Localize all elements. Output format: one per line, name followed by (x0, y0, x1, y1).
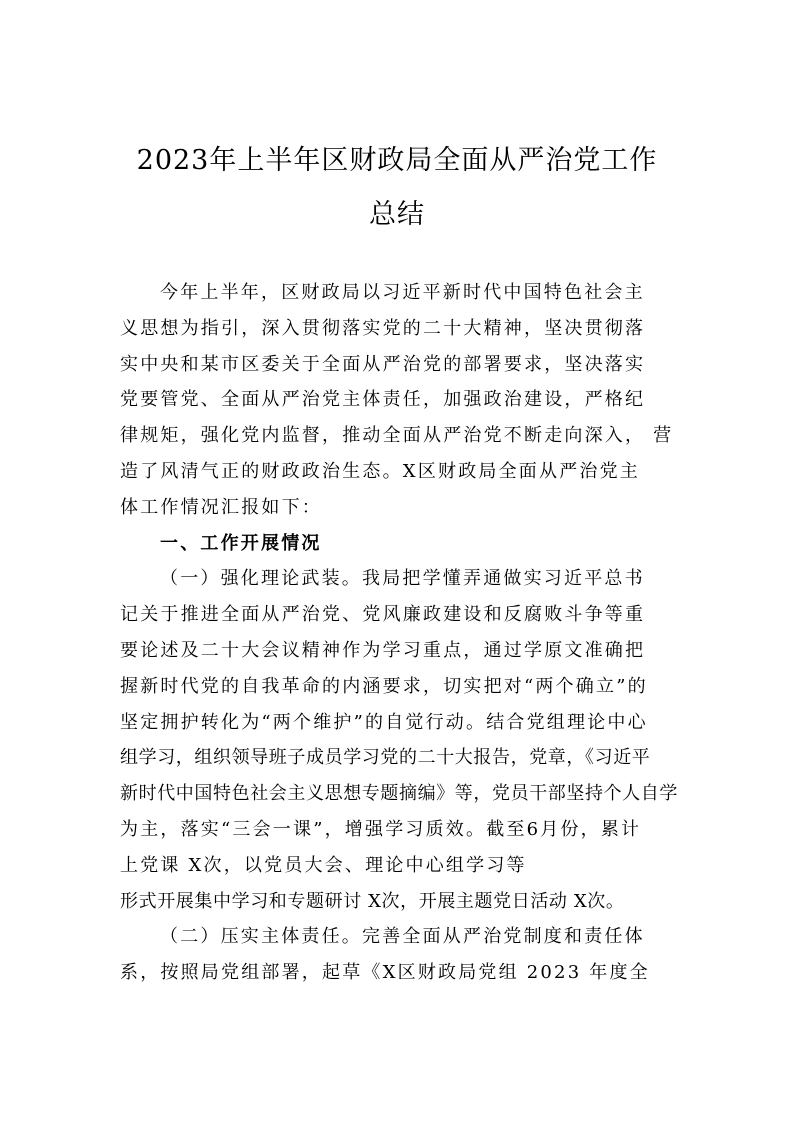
body-line: 形式开展集中学习和专题研讨 X次，开展主题党日活动 X次。 (120, 890, 625, 912)
body-line: 党要管党、全面从严治党主体责任，加强政治建设，严格纪 (120, 389, 646, 411)
body-line: （一）强化理论武装。我局把学懂弄通做实习近平总书 (160, 568, 645, 590)
body-line: 义思想为指引，深入贯彻落实党的二十大精神，坚决贯彻落 (120, 317, 646, 339)
body-line: 新时代中国特色社会主义思想专题摘编》等，党员干部坚持个人自学 (120, 783, 678, 805)
body-line: 为主，落实“三会一课”，增强学习质效。截至6月份，累计 (120, 818, 642, 840)
document-title-line-1: 2023年上半年区财政局全面从严治党工作 (136, 145, 658, 176)
section-heading: 一、工作开展情况 (160, 532, 322, 554)
body-line: 今年上半年，区财政局以习近平新时代中国特色社会主 (160, 282, 645, 303)
body-line: 记关于推进全面从严治党、党风廉政建设和反腐败斗争等重 (120, 604, 646, 626)
document-title-line-2: 总结 (369, 199, 425, 230)
body-line: 坚定拥护转化为“两个维护”的自觉行动。结合党组理论中心 (120, 711, 648, 733)
body-line: 律规矩，强化党内监督，推动全面从严治党不断走向深入， 营 (120, 425, 674, 447)
document-body (120, 275, 680, 991)
body-line: 实中央和某市区委关于全面从严治党的部署要求，坚决落实 (120, 353, 646, 375)
body-line: 要论述及二十大会议精神作为学习重点，通过学原文准确把 (120, 639, 646, 661)
body-line: 系，按照局党组部署，起草《X区财政局党组 2023 年度全 (120, 962, 650, 984)
body-line: 体工作情况汇报如下： (120, 496, 322, 518)
body-line: 造了风清气正的财政政治生态。X区财政局全面从严治党主 (120, 460, 641, 482)
body-line: 上党课 X次，以党员大会、理论中心组学习等 (120, 854, 527, 876)
body-line: 组学习，组织领导班子成员学习党的二十大报告，党章，《习近平 (120, 747, 651, 769)
body-line: 握新时代党的自我革命的内涵要求，切实把对“两个确立”的 (120, 675, 648, 697)
body-line: （二）压实主体责任。完善全面从严治党制度和责任体 (160, 926, 645, 948)
